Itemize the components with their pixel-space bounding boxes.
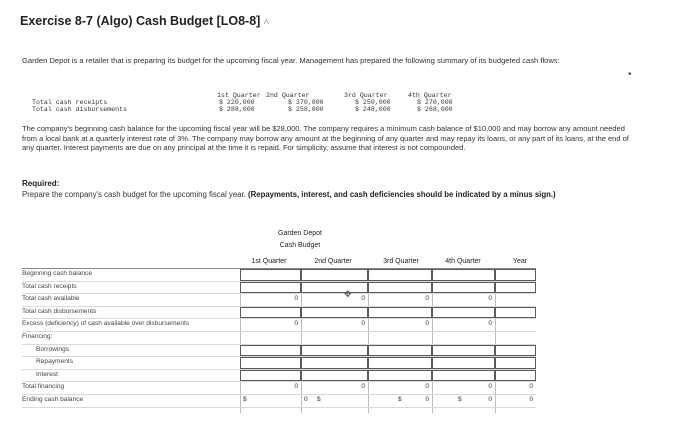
value-available-q4 [432,294,495,306]
value-excess-q4 [432,319,495,331]
input-disbursements-q1[interactable] [240,307,301,319]
col-header-year: Year [512,258,528,265]
budget-company-name: Garden Depot [278,230,322,237]
cell-value: 0 [361,320,365,328]
cell-value: 0 [425,320,429,328]
table-row-borrowings [22,345,536,358]
dot-icon: • [628,69,632,80]
summary-receipts-q2: $ 370,000 [288,99,324,106]
row-label: Financing: [22,332,53,340]
dollar-sign: $ [243,395,247,403]
cell-value: 0 [488,395,492,403]
input-disbursements-q2[interactable] [301,307,368,319]
table-row-financing [22,332,536,345]
input-interest-year[interactable] [495,370,536,382]
required-note: (Repayments, interest, and cash deficiencies should be indicated by a minus sign.) [248,190,556,199]
input-repayments-q4[interactable] [432,357,495,369]
dollar-sign: $ [458,395,462,403]
summary-receipts-q3: $ 250,000 [355,99,391,106]
input-repayments-year[interactable] [495,357,536,369]
summary-quarter-3: 3rd Quarter [344,92,388,99]
input-borrowings-q2[interactable] [301,345,368,357]
input-beginning-cash-q2[interactable] [301,269,368,281]
cell-value: 0 [294,383,298,391]
input-borrowings-year[interactable] [495,345,536,357]
input-disbursements-q4[interactable] [432,307,495,319]
cell-value: 0 [425,395,429,403]
cell-value: 0 [488,320,492,328]
summary-disbursements-label: Total cash disbursements [32,106,127,113]
summary-receipts-label: Total cash receipts [32,99,108,106]
budget-title: Cash Budget [279,242,321,249]
input-disbursements-q3[interactable] [368,307,432,319]
input-interest-q4[interactable] [432,370,495,382]
value-ending-q4 [432,395,495,407]
table-row-excess [22,319,536,332]
row-label: Total financing [22,383,65,391]
value-ending-q1 [240,395,301,407]
table-row-total-receipts [22,282,536,295]
input-borrowings-q1[interactable] [240,345,301,357]
input-repayments-q1[interactable] [240,357,301,369]
collapse-caret-icon[interactable]: ˄ [263,17,270,28]
cell-value: 0 [425,295,429,303]
cell-value: 0 [425,383,429,391]
intro-text: Garden Depot is a retailer that is preparing its budget for the upcoming fiscal year. Management has prepared the following summary of its budgeted cash flows: [22,56,560,65]
input-disbursements-year[interactable] [495,307,536,319]
input-repayments-q3[interactable] [368,357,432,369]
input-beginning-cash-q4[interactable] [432,269,495,281]
required-instruction: Prepare the company's cash budget for the upcoming fiscal year. [22,190,246,199]
summary-quarter-1: 1st Quarter [217,92,261,99]
table-row-repayments [22,357,536,370]
table-row-total-disbursements [22,307,536,320]
input-interest-q1[interactable] [240,370,301,382]
input-interest-q2[interactable] [301,370,368,382]
input-beginning-cash-q1[interactable] [240,269,301,281]
input-receipts-q2[interactable] [301,282,368,294]
value-financing-q2 [301,382,368,394]
value-ending-q2 [301,395,368,407]
input-repayments-q2[interactable] [301,357,368,369]
cell-value: 0 [361,295,365,303]
table-row-total-financing [22,382,536,395]
cell-value: 0 [529,383,533,391]
value-ending-q3 [368,395,432,407]
input-beginning-cash-q3[interactable] [368,269,432,281]
value-excess-q3 [368,319,432,331]
cell-value: 0 [529,395,533,403]
row-label: Ending cash balance [22,395,84,403]
dollar-sign: $ [317,395,321,403]
summary-disb-q4: $ 268,000 [417,106,453,113]
input-beginning-cash-year[interactable] [495,269,536,281]
row-label: Total cash receipts [22,282,77,290]
assumptions-paragraph: The company's beginning cash balance for the upcoming fiscal year will be $28,000. The company requires a minimum cash balance of $10,000 and may borrow any amount needed from a local bank at a quarterly interest rate of 3%. The company may borrow any amount at the beginning of any quarter and may repay its loans, or any part of its loans, at the end of any quarter. Interest payments are due on any principal at the time it is repaid. For simplicity, assume that interest is not compounded. [22,124,629,153]
cell-value: 0 [488,295,492,303]
table-row-ending-cash [22,395,536,408]
value-available-q2 [301,294,368,306]
input-receipts-q4[interactable] [432,282,495,294]
cell-value: 0 [294,295,298,303]
summary-receipts-q4: $ 270,000 [417,99,453,106]
value-excess-q2 [301,319,368,331]
table-row-interest [22,370,536,383]
required-heading: Required: [22,179,60,188]
row-label: Repayments [36,358,74,366]
col-header-q1: 1st Quarter [251,258,287,265]
value-financing-q4 [432,382,495,394]
dollar-sign: $ [398,395,402,403]
col-header-q3: 3rd Quarter [383,258,419,265]
summary-disb-q1: $ 288,000 [219,106,255,113]
input-receipts-q3[interactable] [368,282,432,294]
input-receipts-q1[interactable] [240,282,301,294]
row-label: Beginning cash balance [22,270,93,277]
cell-value: 0 [294,320,298,328]
summary-disb-q2: $ 258,000 [288,106,324,113]
row-label: Excess (deficiency) of cash available over disbursements [22,320,190,328]
table-row-total-available [22,294,536,307]
cell-value: 0 [361,383,365,391]
move-cursor-icon: ✥ [344,289,352,299]
required-text [22,190,622,200]
input-borrowings-q4[interactable] [432,345,495,357]
table-row-beginning-cash [22,269,536,282]
value-available-q1 [240,294,301,306]
input-borrowings-q3[interactable] [368,345,432,357]
exercise-title-text: Exercise 8-7 (Algo) Cash Budget [LO8-8] [20,14,261,28]
exercise-title [20,14,269,28]
col-header-q2: 2nd Quarter [314,258,352,265]
value-excess-q1 [240,319,301,331]
cell-value: 0 [488,383,492,391]
input-interest-q3[interactable] [368,370,432,382]
input-receipts-year[interactable] [495,282,536,294]
summary-quarter-4: 4th Quarter [408,92,452,99]
summary-disb-q3: $ 248,000 [355,106,391,113]
value-financing-q1 [240,382,301,394]
cash-budget-table [22,268,536,408]
value-financing-year [495,382,536,394]
row-label: Total cash available [22,295,80,303]
summary-receipts-q1: $ 220,000 [219,99,255,106]
value-financing-q3 [368,382,432,394]
cell-value: 0 [304,395,308,403]
row-label: Borrowings [36,345,69,353]
value-ending-year [495,395,536,407]
value-available-q3 [368,294,432,306]
row-label: Interest [36,370,58,378]
summary-quarter-2: 2nd Quarter [266,92,310,99]
col-header-q4: 4th Quarter [445,258,481,265]
row-label: Total cash disbursements [22,307,97,315]
